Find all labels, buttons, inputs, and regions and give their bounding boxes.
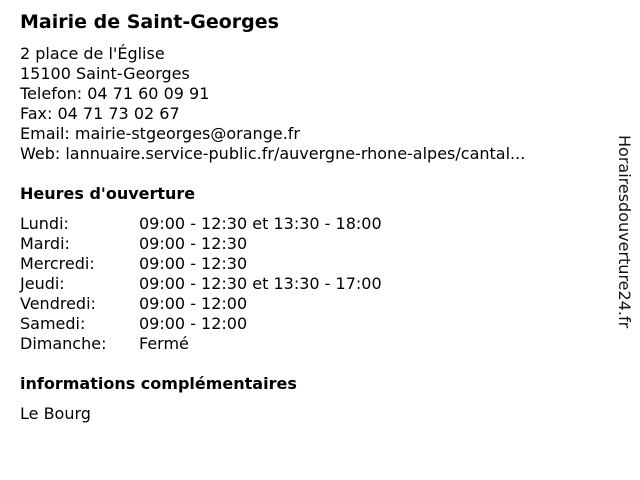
hours-row xyxy=(20,214,440,234)
hours-day: Mardi: xyxy=(20,234,70,253)
address-street: 2 place de l'Église xyxy=(20,44,165,63)
hours-time: 09:00 - 12:00 xyxy=(139,314,248,333)
hours-row xyxy=(20,294,440,314)
fax-number: Fax: 04 71 73 02 67 xyxy=(20,104,180,123)
hours-row xyxy=(20,314,440,334)
phone-number[interactable]: Telefon: 04 71 60 09 91 xyxy=(20,84,210,103)
hours-day: Dimanche: xyxy=(20,334,107,353)
hours-time: 09:00 - 12:30 xyxy=(139,234,248,253)
hours-row xyxy=(20,254,440,274)
hours-row xyxy=(20,274,440,294)
hours-time: 09:00 - 12:00 xyxy=(139,294,248,313)
hours-time: 09:00 - 12:30 et 13:30 - 17:00 xyxy=(139,274,382,293)
hours-time: 09:00 - 12:30 xyxy=(139,254,248,273)
site-watermark: Horairesdouverture24.fr xyxy=(615,135,634,329)
email-address[interactable]: Email: mairie-stgeorges@orange.fr xyxy=(20,124,300,143)
address-city: 15100 Saint-Georges xyxy=(20,64,190,83)
hours-time: Fermé xyxy=(139,334,189,353)
hours-time: 09:00 - 12:30 et 13:30 - 18:00 xyxy=(139,214,382,233)
contact-block xyxy=(20,44,525,164)
hours-day: Samedi: xyxy=(20,314,86,333)
hours-day: Vendredi: xyxy=(20,294,96,313)
additional-info-text: Le Bourg xyxy=(20,404,91,423)
hours-day: Lundi: xyxy=(20,214,69,233)
additional-info-heading: informations complémentaires xyxy=(20,374,297,393)
hours-day: Mercredi: xyxy=(20,254,95,273)
opening-hours-table xyxy=(20,214,440,354)
hours-row xyxy=(20,234,440,254)
hours-row xyxy=(20,334,440,354)
website-link[interactable]: Web: lannuaire.service-public.fr/auvergne-rhone-alpes/cantal... xyxy=(20,144,526,163)
opening-hours-heading: Heures d'ouverture xyxy=(20,184,196,203)
page-title: Mairie de Saint-Georges xyxy=(20,11,279,33)
hours-day: Jeudi: xyxy=(20,274,65,293)
